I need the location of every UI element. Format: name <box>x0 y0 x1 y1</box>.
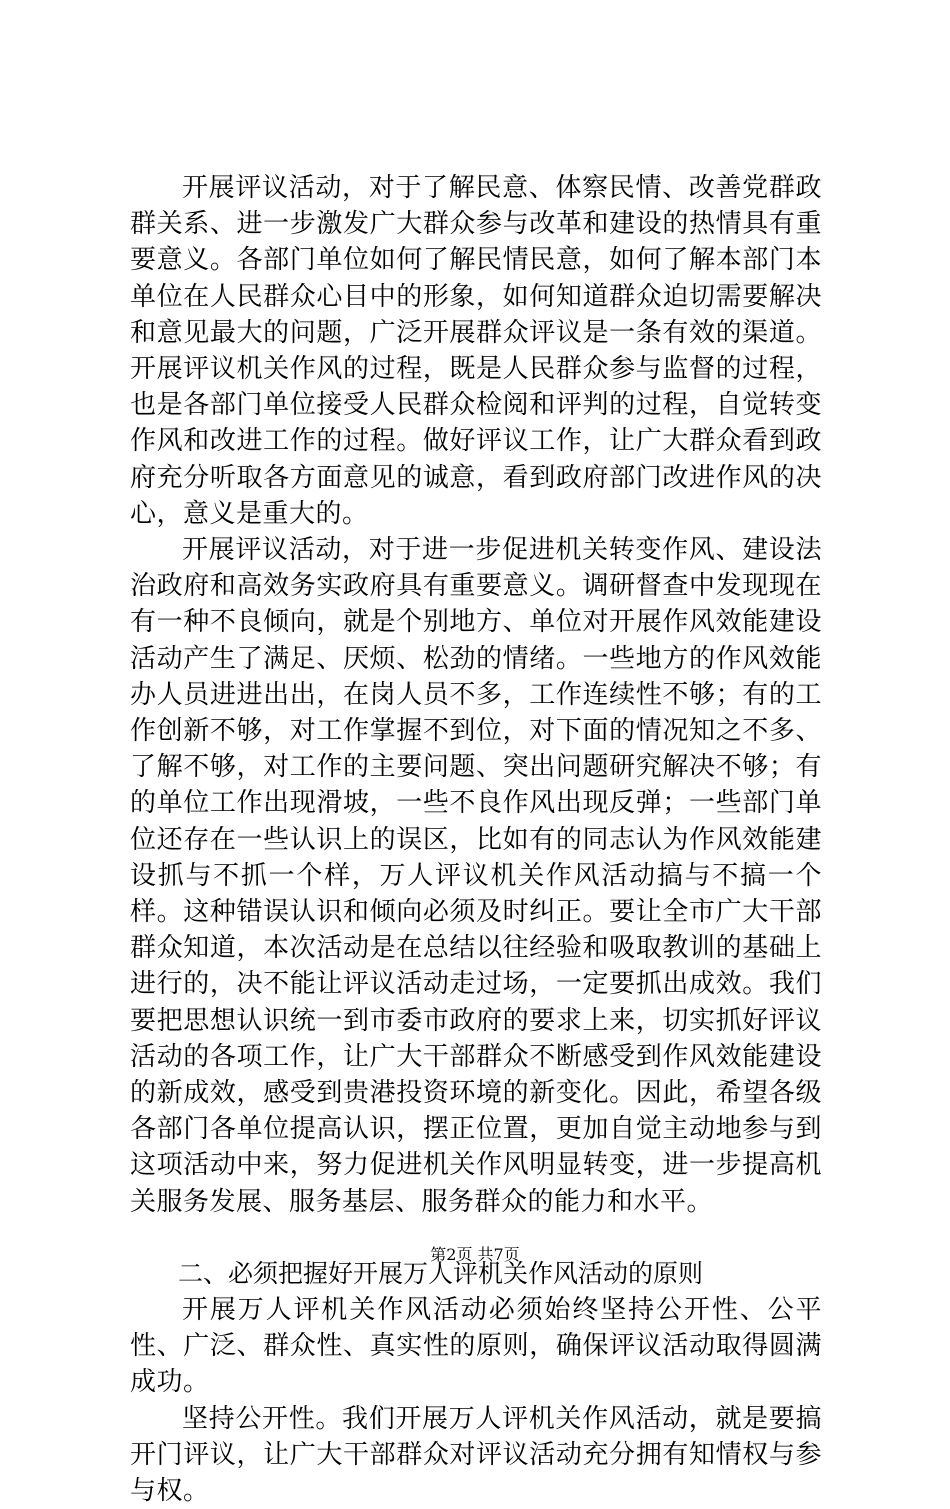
section-heading: 二、必须把握好开展万人评机关作风活动的原则 <box>130 1256 822 1292</box>
page-number-footer: 第2页 共7页 <box>0 1245 950 1265</box>
body-paragraph-2: 开展评议活动，对于进一步促进机关转变作风、建设法治政府和高效务实政府具有重要意义。调研督查中发现现在有一种不良倾向，就是个别地方、单位对开展作风效能建设活动产生了满足、厌烦、松劲的情绪。一些地方的作风效能办人员进进出出，在岗人员不多，工作连续性不够；有的工作创新不够，对工作掌握不到位，对下面的情况知之不多、了解不够，对工作的主要问题、突出问题研究解决不够；有的单位工作出现滑坡，一些不良作风出现反弹；一些部门单位还存在一些认识上的误区，比如有的同志认为作风效能建设抓与不抓一个样，万人评议机关作风活动搞与不搞一个样。这种错误认识和倾向必须及时纠正。要让全市广大干部群众知道，本次活动是在总结以往经验和吸取教训的基础上进行的，决不能让评议活动走过场，一定要抓出成效。我们要把思想认识统一到市委市政府的要求上来，切实抓好评议活动的各项工作，让广大干部群众不断感受到作风效能建设的新成效，感受到贵港投资环境的新变化。因此，希望各级各部门各单位提高认识，摆正位置，更加自觉主动地参与到这项活动中来，努力促进机关作风明显转变，进一步提高机关服务发展、服务基层、服务群众的能力和水平。 <box>130 532 822 1220</box>
document-body <box>130 170 822 1509</box>
section-paragraph-1: 开展万人评机关作风活动必须始终坚持公开性、公平性、广泛、群众性、真实性的原则，确保评议活动取得圆满成功。 <box>130 1292 822 1401</box>
section-paragraph-2: 坚持公开性。我们开展万人评机关作风活动，就是要搞开门评议，让广大干部群众对评议活动充分拥有知情权与参与权。 <box>130 1401 822 1509</box>
body-paragraph-1: 开展评议活动，对于了解民意、体察民情、改善党群政群关系、进一步激发广大群众参与改革和建设的热情具有重要意义。各部门单位如何了解民情民意，如何了解本部门本单位在人民群众心目中的形象，如何知道群众迫切需要解决和意见最大的问题，广泛开展群众评议是一条有效的渠道。开展评议机关作风的过程，既是人民群众参与监督的过程，也是各部门单位接受人民群众检阅和评判的过程，自觉转变作风和改进工作的过程。做好评议工作，让广大群众看到政府充分听取各方面意见的诚意，看到政府部门改进作风的决心，意义是重大的。 <box>130 170 822 532</box>
